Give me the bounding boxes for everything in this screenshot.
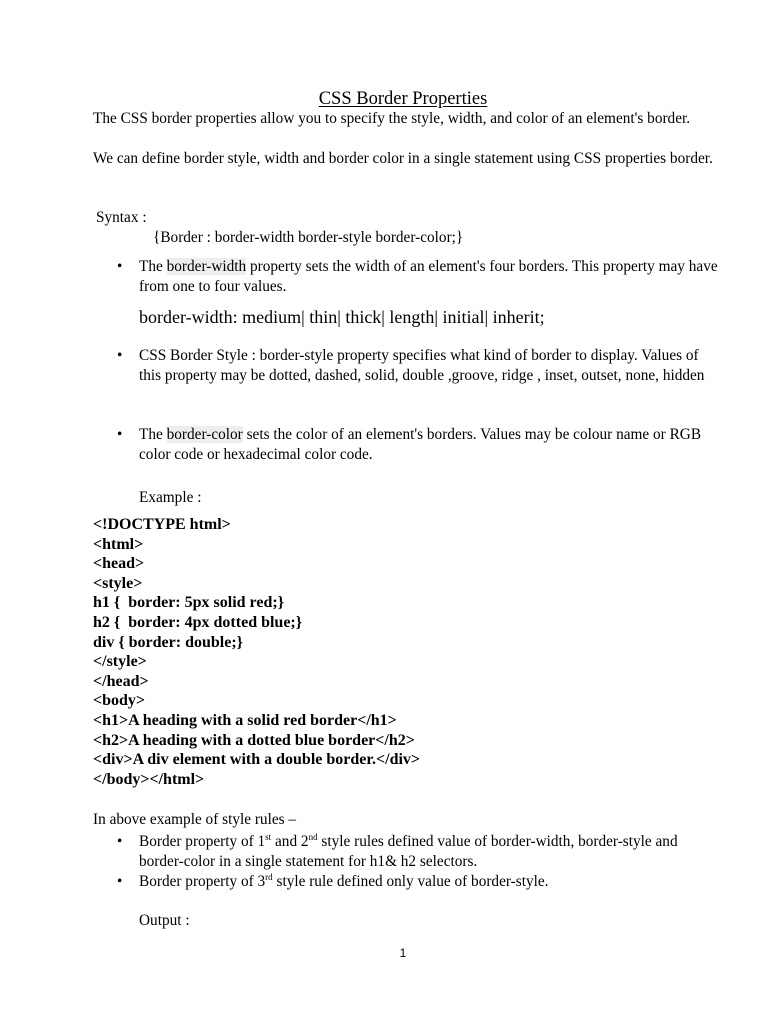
code-line: <div>A div element with a double border.</div> (93, 751, 421, 769)
rule-1-text: Border property of 1st and 2nd style rules defined value of border-width, border-style and border-color in a single statement for h1& h2 selectors. (139, 832, 678, 870)
bullet-marker: • (117, 347, 123, 364)
code-line: h2 { border: 4px dotted blue;} (93, 613, 303, 631)
code-line: <!DOCTYPE html> (93, 516, 231, 533)
bullet-marker: • (117, 833, 123, 850)
highlight-border-color: border-color (166, 426, 243, 443)
syntax-code: {Border : border-width border-style border-color;} (153, 229, 464, 246)
code-line: </body></html> (93, 770, 205, 788)
rules-intro: In above example of style rules – (93, 811, 297, 828)
bullet-marker: • (117, 873, 123, 890)
code-example (93, 515, 420, 789)
code-line: <h1>A heading with a solid red border</h1> (93, 711, 397, 729)
code-line: h1 { border: 5px solid red;} (93, 594, 284, 612)
code-line: <html> (93, 535, 144, 553)
example-label: Example : (139, 489, 202, 506)
code-line: <h2>A heading with a dotted blue border</h2> (93, 731, 415, 749)
bullet-border-color: The border-color sets the color of an element's borders. Values may be colour name or RGB color code or hexadecimal color code. (139, 426, 702, 463)
page-title: CSS Border Properties (318, 89, 488, 109)
code-line: </head> (93, 672, 149, 690)
bullet-marker: • (117, 426, 123, 443)
page-number: 1 (399, 946, 407, 960)
border-width-values: border-width: medium| thin| thick| length| initial| inherit; (139, 307, 545, 327)
syntax-label: Syntax : (96, 209, 147, 226)
code-line: <head> (93, 555, 145, 573)
code-line: <style> (93, 574, 143, 592)
code-line: </style> (93, 653, 147, 671)
bullet-border-width: The border-width property sets the width of an element's four borders. This property may have from one to four values. (139, 258, 718, 295)
bullet-marker: • (117, 258, 123, 275)
code-line: <body> (93, 692, 146, 710)
intro-paragraph-1: The CSS border properties allow you to specify the style, width, and color of an element's border. (93, 110, 691, 127)
code-line: div { border: double;} (93, 633, 243, 651)
highlight-border-width: border-width (166, 258, 247, 275)
intro-paragraph-2: We can define border style, width and border color in a single statement using CSS properties border. (93, 150, 713, 167)
rule-2-text: Border property of 3rd style rule defined only value of border-style. (139, 872, 549, 890)
output-label: Output : (139, 912, 190, 929)
bullet-border-style: CSS Border Style : border-style property specifies what kind of border to display. Values of this property may be dotted, dashed, solid, double ,groove, ridge , inset, outset, none, hidden (139, 347, 705, 384)
